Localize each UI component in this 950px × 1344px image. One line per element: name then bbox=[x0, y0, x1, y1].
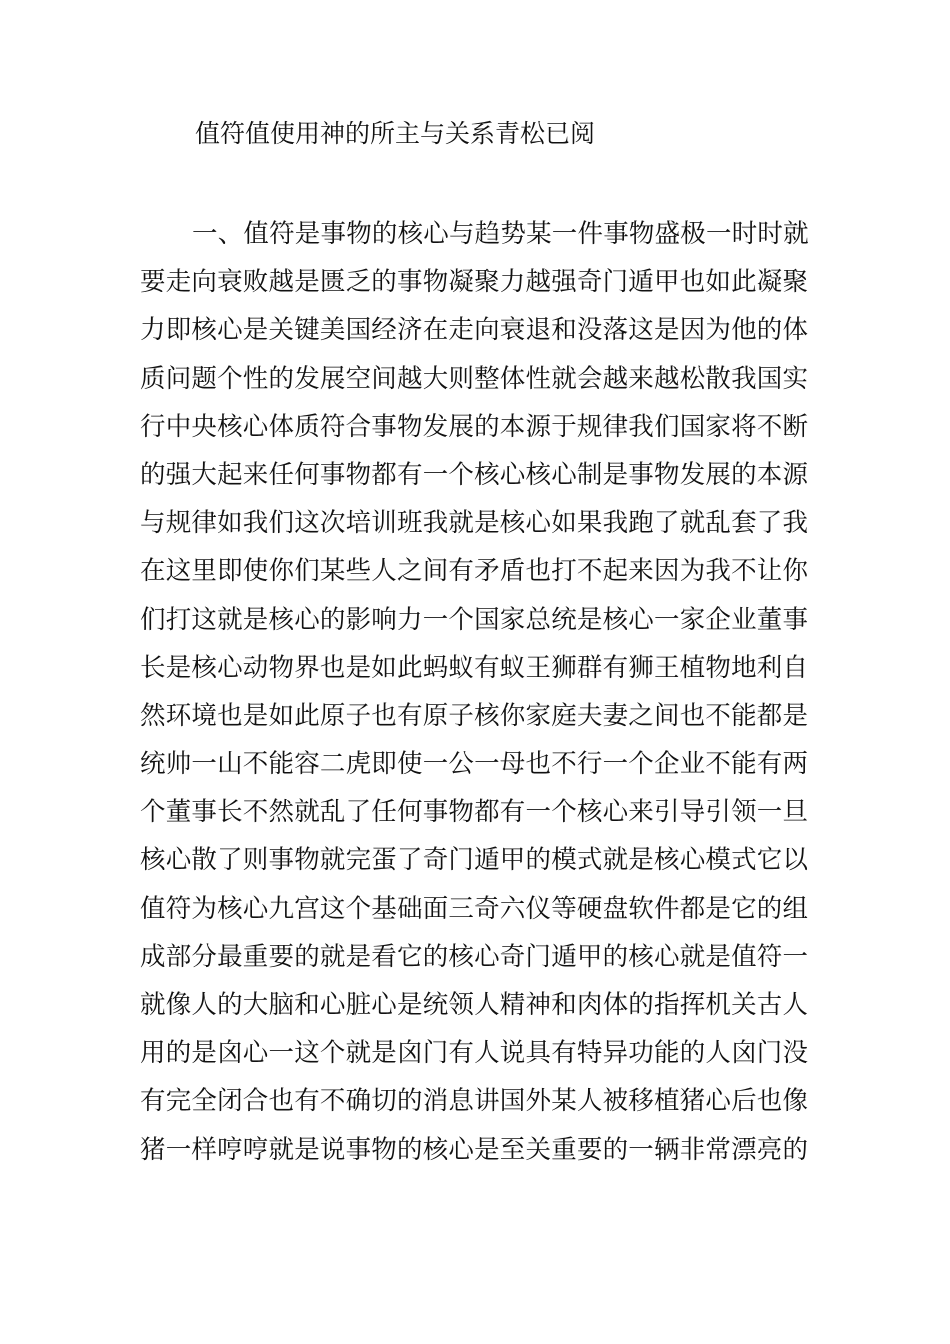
paragraph-line: 在这里即使你们某些人之间有矛盾也打不起来因为我不让你 bbox=[140, 556, 809, 587]
paragraph-line: 的强大起来任何事物都有一个核心核心制是事物发展的本源 bbox=[140, 459, 809, 490]
paragraph-line: 用的是囟心一这个就是囟门有人说具有特异功能的人囟门没 bbox=[140, 1038, 809, 1069]
paragraph-line: 核心散了则事物就完蛋了奇门遁甲的模式就是核心模式它以 bbox=[140, 845, 809, 876]
document-body bbox=[140, 214, 820, 1178]
paragraph-line: 值符为核心九宫这个基础面三奇六仪等硬盘软件都是它的组 bbox=[140, 893, 809, 924]
paragraph-line: 就像人的大脑和心脏心是统领人精神和肉体的指挥机关古人 bbox=[140, 990, 809, 1020]
paragraph-line: 与规律如我们这次培训班我就是核心如果我跑了就乱套了我 bbox=[140, 508, 809, 539]
paragraph-line: 们打这就是核心的影响力一个国家总统是核心一家企业董事 bbox=[140, 604, 809, 635]
paragraph-line: 猪一样哼哼就是说事物的核心是至关重要的一辆非常漂亮的 bbox=[140, 1134, 809, 1165]
paragraph-line: 然环境也是如此原子也有原子核你家庭夫妻之间也不能都是 bbox=[140, 700, 809, 731]
paragraph-line: 个董事长不然就乱了任何事物都有一个核心来引导引领一旦 bbox=[140, 797, 809, 828]
paragraph-line: 有完全闭合也有不确切的消息讲国外某人被移植猪心后也像 bbox=[140, 1086, 809, 1117]
paragraph-line: 一、值符是事物的核心与趋势某一件事物盛极一时时就 bbox=[192, 219, 809, 249]
paragraph-line: 统帅一山不能容二虎即使一公一母也不行一个企业不能有两 bbox=[140, 749, 809, 780]
paragraph-line: 要走向衰败越是匮乏的事物凝聚力越强奇门遁甲也如此凝聚 bbox=[140, 267, 809, 298]
paragraph-line: 长是核心动物界也是如此蚂蚁有蚁王狮群有狮王植物地利自 bbox=[140, 652, 809, 683]
document-title: 值符值使用神的所主与关系青松已阅 bbox=[195, 119, 596, 148]
paragraph-line: 行中央核心体质符合事物发展的本源于规律我们国家将不断 bbox=[140, 411, 809, 442]
paragraph-line: 质问题个性的发展空间越大则整体性就会越来越松散我国实 bbox=[140, 363, 809, 394]
paragraph-line: 成部分最重要的就是看它的核心奇门遁甲的核心就是值符一 bbox=[140, 941, 809, 972]
paragraph-line: 力即核心是关键美国经济在走向衰退和没落这是因为他的体 bbox=[140, 315, 809, 346]
